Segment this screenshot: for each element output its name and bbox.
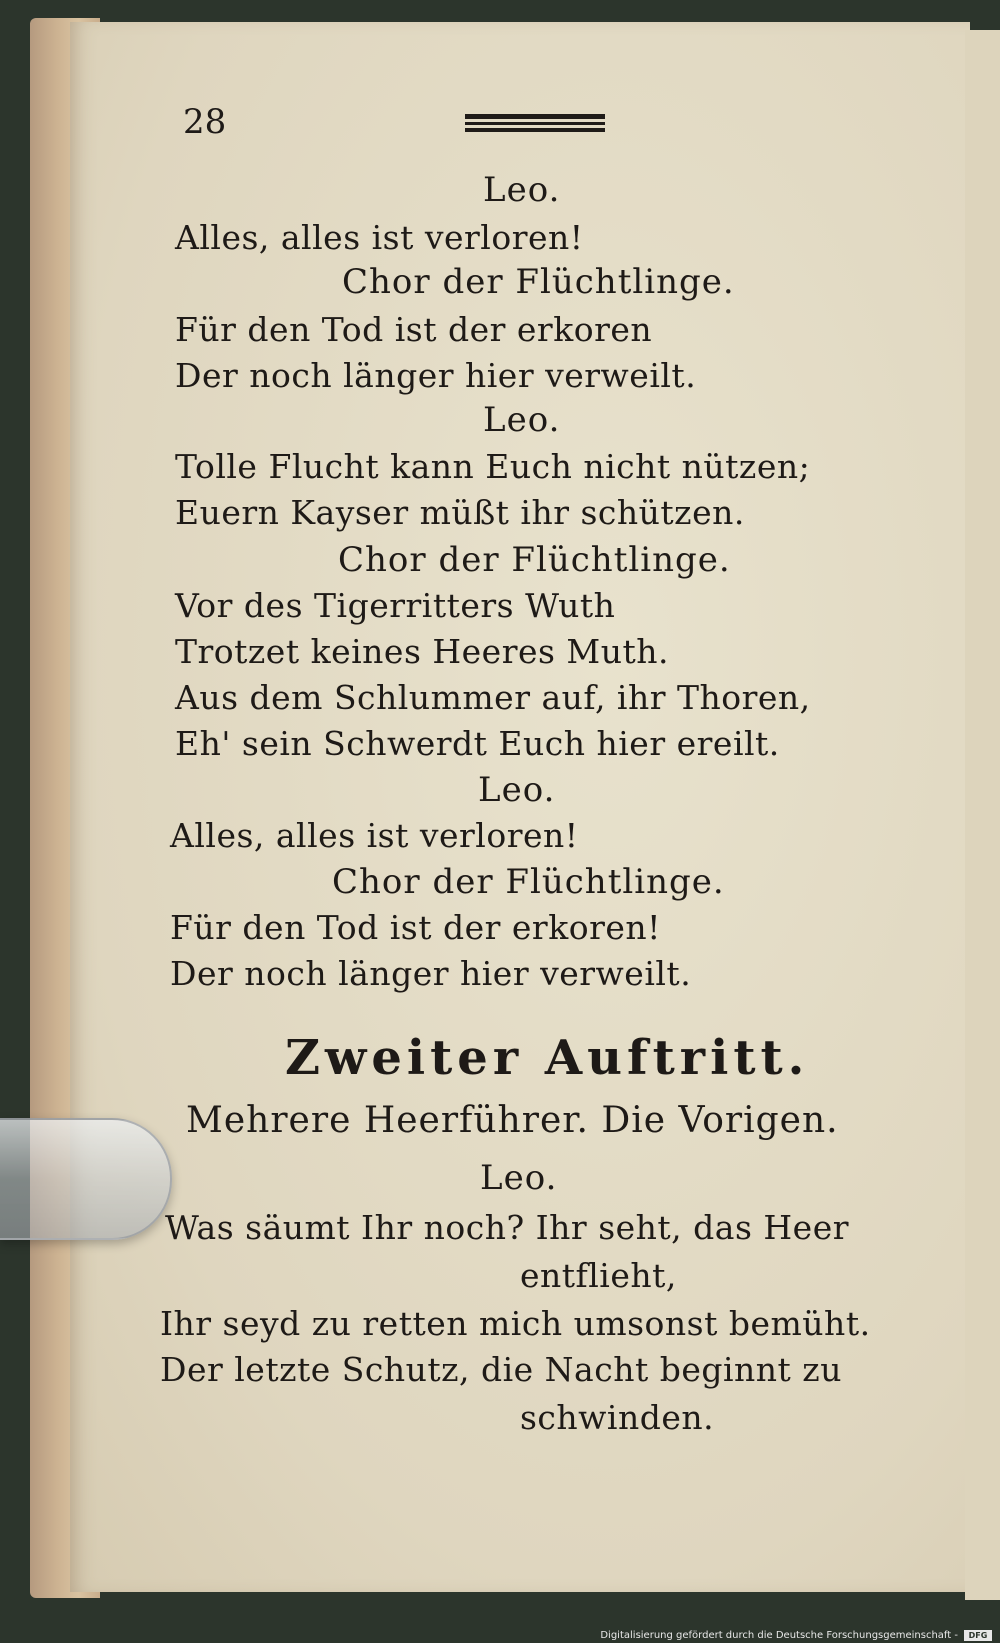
- speaker-label: Leo.: [483, 400, 561, 440]
- page-number: 28: [183, 102, 227, 142]
- verse-line: Was säumt Ihr noch? Ihr seht, das Heer: [165, 1208, 849, 1247]
- verse-line: Alles, alles ist verloren!: [170, 816, 579, 855]
- verse-line: Tolle Flucht kann Euch nicht nützen;: [175, 447, 811, 486]
- verse-line: Der noch länger hier verweilt.: [175, 356, 697, 395]
- speaker-label: Chor der Flüchtlinge.: [338, 540, 731, 580]
- scene-cast: Mehrere Heerführer. Die Vorigen.: [186, 1100, 839, 1141]
- page-clip: [0, 1118, 172, 1240]
- verse-line: Vor des Tigerritters Wuth: [175, 586, 616, 625]
- verse-line: Eh' sein Schwerdt Euch hier ereilt.: [175, 724, 780, 763]
- speaker-label: Leo.: [480, 1158, 558, 1198]
- digitization-credit: Digitalisierung gefördert durch die Deutsche Forschungsgemeinschaft -: [600, 1630, 958, 1641]
- verse-line: Für den Tod ist der erkoren: [175, 310, 653, 349]
- speaker-label: Leo.: [478, 770, 556, 810]
- verse-line: Trotzet keines Heeres Muth.: [175, 632, 669, 671]
- dfg-logo: DFG: [964, 1630, 992, 1641]
- verse-line: Für den Tod ist der erkoren!: [170, 908, 661, 947]
- facing-page-edge: [965, 30, 1000, 1600]
- verse-line: Aus dem Schlummer auf, ihr Thoren,: [175, 678, 811, 717]
- header-ornament: [465, 114, 605, 134]
- verse-line: Ihr seyd zu retten mich umsonst bemüht.: [160, 1304, 871, 1343]
- verse-line: Der noch länger hier verweilt.: [170, 954, 692, 993]
- verse-line: Euern Kayser müßt ihr schützen.: [175, 493, 745, 532]
- verse-line: Alles, alles ist verloren!: [175, 218, 584, 257]
- speaker-label: Leo.: [483, 170, 561, 210]
- speaker-label: Chor der Flüchtlinge.: [342, 262, 735, 302]
- verse-line: entflieht,: [520, 1256, 677, 1295]
- speaker-label: Chor der Flüchtlinge.: [332, 862, 725, 902]
- verse-line: schwinden.: [520, 1398, 715, 1437]
- scene-heading: Zweiter Auftritt.: [285, 1030, 810, 1086]
- verse-line: Der letzte Schutz, die Nacht beginnt zu: [160, 1350, 842, 1389]
